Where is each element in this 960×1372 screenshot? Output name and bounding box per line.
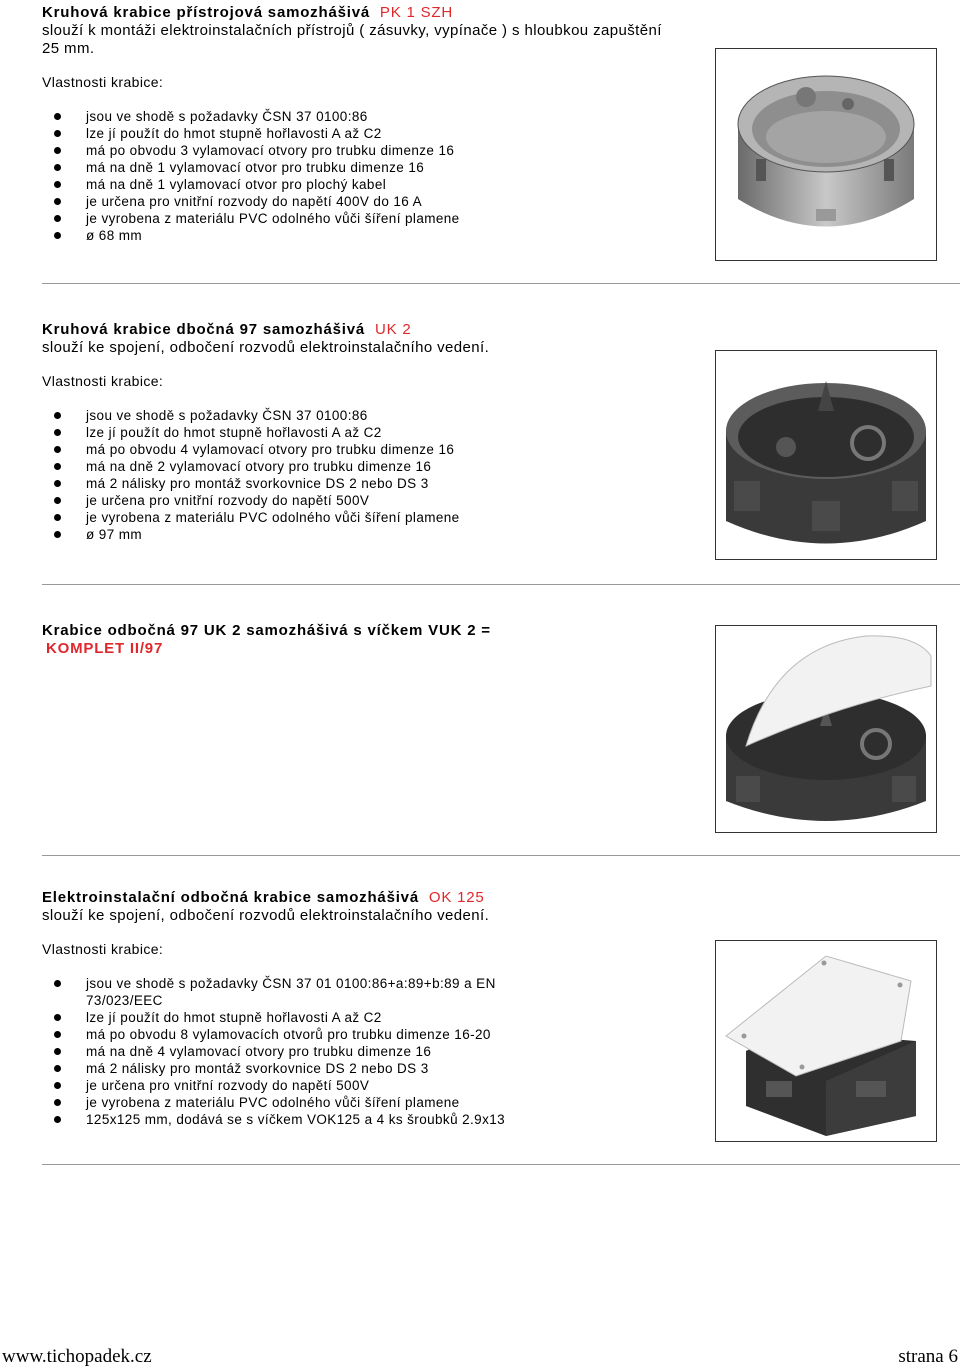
property-text: má na dně 1 vylamovací otvor pro plochý kabel <box>86 177 387 192</box>
product-title: Krabice odbočná 97 UK 2 samozhášivá s víčkem VUK 2 = <box>42 622 491 639</box>
property-item <box>42 1111 562 1128</box>
property-item <box>42 475 702 492</box>
property-text: je určena pro vnitřní rozvody do napětí 400V do 16 A <box>86 194 423 209</box>
property-item <box>42 1026 562 1043</box>
product-code: PK 1 SZH <box>379 4 454 21</box>
bullet-icon <box>54 1099 61 1106</box>
property-item <box>42 159 702 176</box>
property-item <box>42 176 702 193</box>
property-text: ø 68 mm <box>86 228 143 243</box>
bullet-icon <box>54 480 61 487</box>
property-text: má na dně 4 vylamovací otvory pro trubku dimenze 16 <box>86 1044 432 1059</box>
property-text: jsou ve shodě s požadavky ČSN 37 01 0100:86+a:89+b:89 a EN 73/023/EEC <box>86 976 496 1008</box>
round-box-large-image <box>716 351 936 559</box>
properties-label: Vlastnosti krabice: <box>42 941 164 957</box>
property-text: lze jí použít do hmot stupně hořlavosti A až C2 <box>86 425 382 440</box>
product-code-line <box>42 640 702 658</box>
property-text: má na dně 2 vylamovací otvory pro trubku dimenze 16 <box>86 459 432 474</box>
bullet-icon <box>54 130 61 137</box>
product-title-text: Elektroinstalační odbočná krabice samozhášivá <box>42 889 419 906</box>
product-code: UK 2 <box>375 321 412 338</box>
divider <box>42 283 960 284</box>
bullet-icon <box>54 980 61 987</box>
property-item <box>42 142 702 159</box>
property-text: má po obvodu 8 vylamovacích otvorů pro trubku dimenze 16-20 <box>86 1027 491 1042</box>
property-item <box>42 975 562 1009</box>
product-title <box>42 321 702 339</box>
bullet-icon <box>54 1031 61 1038</box>
product-code: OK 125 <box>428 889 485 906</box>
product-photo-pk1szh <box>715 48 937 261</box>
property-text: má na dně 1 vylamovací otvor pro trubku dimenze 16 <box>86 160 425 175</box>
product-title-text: Kruhová krabice přístrojová samozhášivá <box>42 4 370 21</box>
property-item <box>42 1043 562 1060</box>
bullet-icon <box>54 531 61 538</box>
bullet-icon <box>54 164 61 171</box>
property-item <box>42 125 702 142</box>
bullet-icon <box>54 1014 61 1021</box>
product-title-text: Kruhová krabice dbočná 97 samozhášivá <box>42 321 366 338</box>
product-photo-vuk2 <box>715 625 937 833</box>
bullet-icon <box>54 1116 61 1123</box>
product-ok125 <box>42 889 702 1128</box>
bullet-icon <box>54 429 61 436</box>
properties-list <box>42 108 702 244</box>
property-text: má po obvodu 3 vylamovací otvory pro trubku dimenze 16 <box>86 143 455 158</box>
property-text: je určena pro vnitřní rozvody do napětí 500V <box>86 493 370 508</box>
property-item <box>42 526 702 543</box>
properties-label: Vlastnosti krabice: <box>42 74 164 90</box>
bullet-icon <box>54 181 61 188</box>
bullet-icon <box>54 215 61 222</box>
bullet-icon <box>54 232 61 239</box>
properties-label: Vlastnosti krabice: <box>42 373 164 389</box>
property-text: má 2 nálisky pro montáž svorkovnice DS 2 nebo DS 3 <box>86 1061 429 1076</box>
round-box-with-lid-image <box>716 626 936 832</box>
property-item <box>42 441 702 458</box>
property-item <box>42 1009 562 1026</box>
bullet-icon <box>54 147 61 154</box>
property-text: ø 97 mm <box>86 527 143 542</box>
product-description: slouží ke spojení, odbočení rozvodů elektroinstalačního vedení. <box>42 339 490 356</box>
property-item <box>42 193 702 210</box>
product-vuk2 <box>42 622 702 658</box>
bullet-icon <box>54 412 61 419</box>
product-description: slouží ke spojení, odbočení rozvodů elektroinstalačního vedení. <box>42 907 490 924</box>
property-text: 125x125 mm, dodává se s víčkem VOK125 a 4 ks šroubků 2.9x13 <box>86 1112 506 1127</box>
property-item <box>42 424 702 441</box>
bullet-icon <box>54 446 61 453</box>
product-pk1szh <box>42 4 702 244</box>
property-text: jsou ve shodě s požadavky ČSN 37 0100:86 <box>86 109 368 124</box>
product-photo-ok125 <box>715 940 937 1142</box>
divider <box>42 584 960 585</box>
properties-list <box>42 975 562 1128</box>
property-item <box>42 227 702 244</box>
divider <box>42 855 960 856</box>
product-title <box>42 889 702 907</box>
properties-list <box>42 407 702 543</box>
property-text: má 2 nálisky pro montáž svorkovnice DS 2 nebo DS 3 <box>86 476 429 491</box>
property-item <box>42 108 702 125</box>
property-item <box>42 458 702 475</box>
bullet-icon <box>54 198 61 205</box>
product-description: slouží k montáži elektroinstalačních přístrojů ( zásuvky, vypínače ) s hloubkou zapuštění 25 mm. <box>42 22 662 57</box>
property-text: lze jí použít do hmot stupně hořlavosti A až C2 <box>86 1010 382 1025</box>
property-item <box>42 407 702 424</box>
property-item <box>42 1077 562 1094</box>
product-code: KOMPLET II/97 <box>46 640 164 657</box>
bullet-icon <box>54 463 61 470</box>
product-title <box>42 4 702 22</box>
square-box-with-lid-image <box>716 941 936 1141</box>
property-text: je vyrobena z materiálu PVC odolného vůči šíření plamene <box>86 1095 460 1110</box>
footer-page-number: strana 6 <box>898 1346 958 1367</box>
property-text: je vyrobena z materiálu PVC odolného vůči šíření plamene <box>86 211 460 226</box>
bullet-icon <box>54 1082 61 1089</box>
bullet-icon <box>54 497 61 504</box>
product-uk2 <box>42 321 702 543</box>
property-text: je určena pro vnitřní rozvody do napětí 500V <box>86 1078 370 1093</box>
property-text: je vyrobena z materiálu PVC odolného vůči šíření plamene <box>86 510 460 525</box>
footer-website[interactable]: www.tichopadek.cz <box>2 1346 152 1367</box>
bullet-icon <box>54 1065 61 1072</box>
property-text: lze jí použít do hmot stupně hořlavosti A až C2 <box>86 126 382 141</box>
product-photo-uk2 <box>715 350 937 560</box>
bullet-icon <box>54 1048 61 1055</box>
bullet-icon <box>54 113 61 120</box>
property-item <box>42 1060 562 1077</box>
divider <box>42 1164 960 1165</box>
bullet-icon <box>54 514 61 521</box>
property-text: má po obvodu 4 vylamovací otvory pro trubku dimenze 16 <box>86 442 455 457</box>
round-box-small-image <box>716 49 936 260</box>
property-item <box>42 509 702 526</box>
property-item <box>42 1094 562 1111</box>
property-item <box>42 492 702 509</box>
property-text: jsou ve shodě s požadavky ČSN 37 0100:86 <box>86 408 368 423</box>
property-item <box>42 210 702 227</box>
